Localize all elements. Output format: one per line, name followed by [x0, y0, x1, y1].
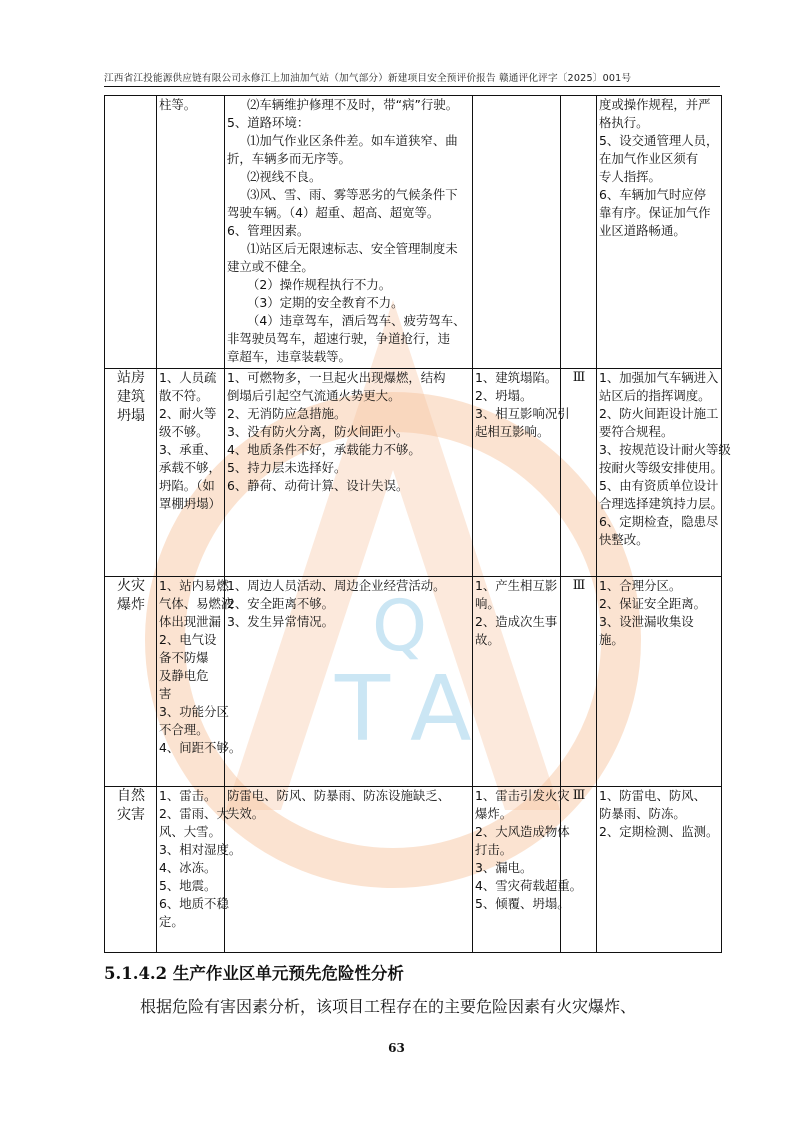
- watermark-letter-a: A: [410, 657, 472, 762]
- measure-line: 6、定期检查，隐患尽: [599, 514, 719, 529]
- consequence-line: 2、坍塌。: [475, 388, 533, 403]
- cause-line: 4、间距不够。: [159, 740, 242, 755]
- measure-line: 按耐火等级安排使用。: [599, 460, 723, 475]
- cause-cell: [157, 577, 242, 787]
- consequence-line: 2、造成次生事: [475, 614, 558, 629]
- trigger-factor-cell: [225, 577, 473, 787]
- table-row: [105, 96, 722, 369]
- watermark-letter-t: T: [335, 657, 390, 762]
- consequence-line: 1、雷击引发火灾: [475, 788, 570, 803]
- cause-line: 风、大雪。: [159, 824, 221, 839]
- cause-line: 柱等。: [159, 97, 197, 112]
- measure-cell: [597, 577, 722, 787]
- page-number: 63: [388, 1041, 405, 1055]
- cause-line: 备不防爆: [159, 650, 209, 665]
- measure-line: 3、按规范设计耐火等级: [599, 442, 731, 457]
- factor-line: 失效。: [227, 806, 265, 821]
- measure-line: 2、保证安全距离。: [599, 596, 707, 611]
- consequence-cell: [473, 96, 561, 369]
- risk-level-cell: [561, 369, 597, 577]
- measure-line: 1、合理分区。: [599, 578, 682, 593]
- factor-line: ⑵视线不良。: [247, 169, 322, 184]
- factor-line: 2、无消防应急措施。: [227, 406, 347, 421]
- measure-line: 要符合规程。: [599, 424, 674, 439]
- measure-line: 格执行。: [599, 115, 649, 130]
- risk-level: Ⅲ: [572, 788, 586, 803]
- consequence-line: 响。: [475, 596, 500, 611]
- consequence-line: 故。: [475, 632, 500, 647]
- cause-line: 2、耐火等: [159, 406, 217, 421]
- factor-line: （3）定期的安全教育不力。: [247, 295, 404, 310]
- factor-line: （4）违章驾车，酒后驾车、疲劳驾车、: [247, 313, 466, 328]
- measure-line: 防暴雨、防冻。: [599, 806, 686, 821]
- cause-line: 1、雷击。: [159, 788, 217, 803]
- cause-cell: [157, 787, 242, 953]
- factor-line: 3、发生异常情况。: [227, 614, 335, 629]
- trigger-factor-cell: [225, 369, 473, 577]
- measure-line: 5、设交通管理人员，: [599, 133, 719, 148]
- cause-line: 承载不够，: [159, 460, 221, 475]
- measure-line: 快整改。: [599, 532, 649, 547]
- cause-line: 3、承重、: [159, 442, 217, 457]
- hazard-analysis-table: [104, 95, 731, 953]
- consequence-line: 爆炸。: [475, 806, 513, 821]
- cause-line: 5、地震。: [159, 878, 217, 893]
- cause-line: 1、站内易燃: [159, 578, 229, 593]
- trigger-factor-cell: [225, 787, 473, 953]
- factor-line: 倒塌后引起空气流通火势更大。: [227, 388, 401, 403]
- measure-line: 在加气作业区须有: [599, 151, 699, 166]
- consequence-line: 3、漏电。: [475, 860, 533, 875]
- cause-line: 3、功能分区: [159, 704, 229, 719]
- factor-line: 1、周边人员活动、周边企业经营活动。: [227, 578, 446, 593]
- cause-line: 及静电危: [159, 668, 209, 683]
- measure-cell: [597, 787, 722, 953]
- cause-line: 4、冰冻。: [159, 860, 217, 875]
- table-row: [105, 577, 722, 787]
- measure-line: 度或操作规程，并严: [599, 97, 711, 112]
- section-title: 5.1.4.2 生产作业区单元预先危险性分析: [104, 964, 404, 983]
- measure-line: 业区道路畅通。: [599, 223, 686, 238]
- measure-line: 靠有序。保证加气作: [599, 205, 711, 220]
- factor-line: 2、安全距离不够。: [227, 596, 335, 611]
- measure-line: 2、定期检测、监测。: [599, 824, 719, 839]
- cause-line: 1、人员疏: [159, 370, 217, 385]
- measure-line: 3、设泄漏收集设: [599, 614, 694, 629]
- cause-line: 6、地质不稳: [159, 896, 229, 911]
- risk-level-cell: [561, 96, 597, 369]
- consequence-line: 打击。: [475, 842, 513, 857]
- measure-cell: [597, 96, 722, 369]
- risk-level: Ⅲ: [572, 578, 586, 593]
- measure-line: 2、防火间距设计施工: [599, 406, 719, 421]
- body-paragraph: 根据危险有害因素分析，该项目工程存在的主要危险因素有火灾爆炸、: [140, 997, 637, 1016]
- factor-line: ⑴加气作业区条件差。如车道狭窄、曲: [247, 133, 458, 148]
- consequence-line: 1、产生相互影: [475, 578, 558, 593]
- consequence-line: 3、相互影响况引: [475, 406, 570, 421]
- unit-cell: [105, 96, 157, 369]
- risk-level-cell: [561, 577, 597, 787]
- cause-line: 不合理。: [159, 722, 209, 737]
- cause-line: 罩棚坍塌）: [159, 496, 221, 511]
- factor-line: 折，车辆多而无序等。: [227, 151, 351, 166]
- unit-name: 站房建筑坍塌: [117, 370, 145, 424]
- measure-line: 6、车辆加气时应停: [599, 187, 707, 202]
- factor-line: 1、可燃物多，一旦起火出现爆燃，结构: [227, 370, 446, 385]
- unit-name: 火灾爆炸: [117, 578, 145, 613]
- measure-cell: [597, 369, 731, 577]
- table-row: [105, 787, 722, 953]
- report-header: 江西省江投能源供应链有限公司永修江上加油加气站（加气部分）新建项目安全预评价报告 赣通评化评字〔2025〕001号: [104, 73, 632, 84]
- factor-line: （2）操作规程执行不力。: [247, 277, 392, 292]
- factor-line: ⑵车辆维护修理不及时，带“病”行驶。: [247, 97, 459, 112]
- cause-line: 体出现泄漏: [159, 614, 221, 629]
- measure-line: 站区后的指挥调度。: [599, 388, 711, 403]
- unit-cell: [105, 577, 157, 787]
- consequence-cell: [473, 577, 561, 787]
- cause-line: 2、电气设: [159, 632, 217, 647]
- factor-line: 4、地质条件不好，承载能力不够。: [227, 442, 421, 457]
- risk-level-cell: [561, 787, 597, 953]
- consequence-line: 2、大风造成物体: [475, 824, 570, 839]
- watermark-letter-q: Q: [372, 585, 428, 667]
- cause-line: 害: [159, 686, 172, 701]
- factor-line: 驾驶车辆。（4）超重、超高、超宽等。: [227, 205, 440, 220]
- consequence-line: 起相互影响。: [475, 424, 550, 439]
- consequence-cell: [473, 369, 570, 577]
- unit-cell: [105, 369, 157, 577]
- measure-line: 施。: [599, 632, 624, 647]
- table-row: [105, 369, 722, 577]
- factor-line: ⑶风、雪、雨、雾等恶劣的气候条件下: [247, 187, 458, 202]
- consequence-line: 1、建筑塌陷。: [475, 370, 558, 385]
- cause-line: 定。: [159, 914, 184, 929]
- factor-line: 5、持力层未选择好。: [227, 460, 347, 475]
- measure-line: 专人指挥。: [599, 169, 661, 184]
- factor-line: 防雷电、防风、防暴雨、防冻设施缺乏、: [227, 788, 451, 803]
- trigger-factor-cell: [225, 96, 473, 369]
- cause-line: 级不够。: [159, 424, 209, 439]
- cause-line: 散不符。: [159, 388, 209, 403]
- cause-line: 3、相对湿度。: [159, 842, 242, 857]
- unit-cell: [105, 787, 157, 953]
- factor-line: 3、没有防火分离，防火间距小。: [227, 424, 409, 439]
- factor-line: ⑴站区后无限速标志、安全管理制度未: [247, 241, 458, 256]
- factor-line: 6、管理因素。: [227, 223, 310, 238]
- unit-name: 自然灾害: [117, 788, 145, 823]
- cause-line: 气体、易燃液: [159, 596, 234, 611]
- measure-line: 合理选择建筑持力层。: [599, 496, 723, 511]
- factor-line: 章超车，违章装载等。: [227, 349, 351, 364]
- factor-line: 6、静荷、动荷计算、设计失误。: [227, 478, 409, 493]
- factor-line: 建立或不健全。: [227, 259, 314, 274]
- factor-line: 非驾驶员驾车，超速行驶，争道抢行，违: [227, 331, 451, 346]
- cause-line: 2、雷雨、大: [159, 806, 229, 821]
- risk-level: Ⅲ: [572, 370, 586, 385]
- factor-line: 5、道路环境：: [227, 115, 310, 130]
- consequence-line: 4、雪灾荷载超重。: [475, 878, 583, 893]
- cause-cell: [157, 369, 225, 577]
- cause-cell: [157, 96, 225, 369]
- cause-line: 坍陷。（如: [159, 478, 215, 493]
- measure-line: 1、加强加气车辆进入: [599, 370, 719, 385]
- measure-line: 1、防雷电、防风、: [599, 788, 707, 803]
- table-body: [105, 96, 731, 953]
- consequence-line: 5、倾覆、坍塌。: [475, 896, 570, 911]
- header-rule: [104, 86, 720, 87]
- measure-line: 5、由有资质单位设计: [599, 478, 719, 493]
